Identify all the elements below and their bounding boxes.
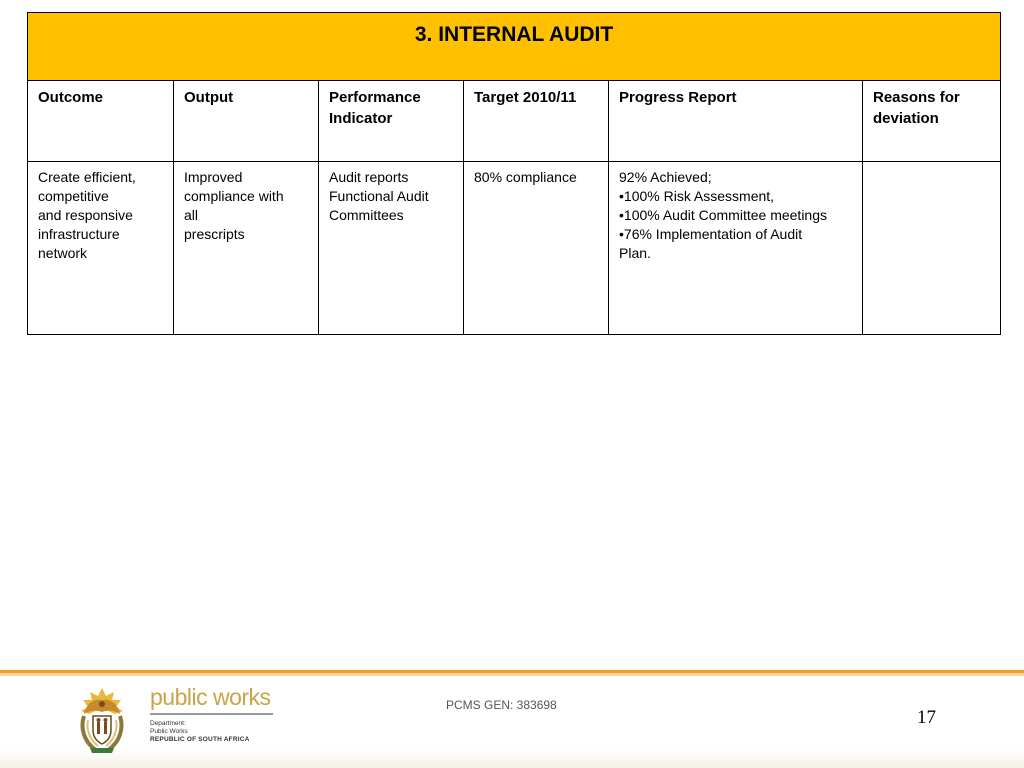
table-header-row <box>28 81 1001 162</box>
header-cell <box>609 81 863 162</box>
table-cell <box>28 162 174 335</box>
brand-name: public works <box>150 684 271 710</box>
page-number: 17 <box>917 707 936 728</box>
cell-outcome: Create efficient, competitive and responsive infrastructure network <box>38 169 136 261</box>
header-cell <box>863 81 1001 162</box>
cell-target: 80% compliance <box>474 169 577 185</box>
header-target: Target 2010/11 <box>474 89 577 106</box>
table-cell <box>174 162 319 335</box>
header-output: Output <box>184 89 234 106</box>
header-cell <box>464 81 609 162</box>
south-africa-coat-of-arms-icon <box>76 686 128 754</box>
slide-title: 3. INTERNAL AUDIT <box>414 23 614 46</box>
brand-line-country: REPUBLIC OF SOUTH AFRICA <box>150 736 250 743</box>
header-progress-report: Progress Report <box>619 89 737 106</box>
header-cell <box>174 81 319 162</box>
document-code: PCMS GEN: 383698 <box>446 698 557 712</box>
table-cell <box>609 162 863 335</box>
cell-progress-report: 92% Achieved; •100% Risk Assessment, •100% Audit Committee meetings •76% Implementation of Audit Plan. <box>619 169 828 261</box>
header-reasons-for-deviation: Reasons for deviation <box>873 89 960 127</box>
brand-line-public-works: Public Works <box>150 728 188 735</box>
table-cell <box>863 162 1001 335</box>
department-brand <box>150 685 271 744</box>
header-outcome: Outcome <box>38 89 104 106</box>
table-cell <box>319 162 464 335</box>
title-band <box>28 13 1001 81</box>
header-cell <box>28 81 174 162</box>
table-cell <box>464 162 609 335</box>
cell-reasons-for-deviation <box>863 162 1000 168</box>
brand-subtitle <box>150 720 271 744</box>
internal-audit-table <box>27 12 1001 335</box>
brand-line-department: Department: <box>150 720 186 727</box>
cell-output: Improved compliance with all prescripts <box>184 169 284 242</box>
footer-divider-shadow <box>0 673 1024 676</box>
table-row <box>28 162 1001 335</box>
header-cell <box>319 81 464 162</box>
header-performance-indicator: Performance Indicator <box>329 89 421 127</box>
cell-performance-indicator: Audit reports Functional Audit Committees <box>329 169 429 223</box>
